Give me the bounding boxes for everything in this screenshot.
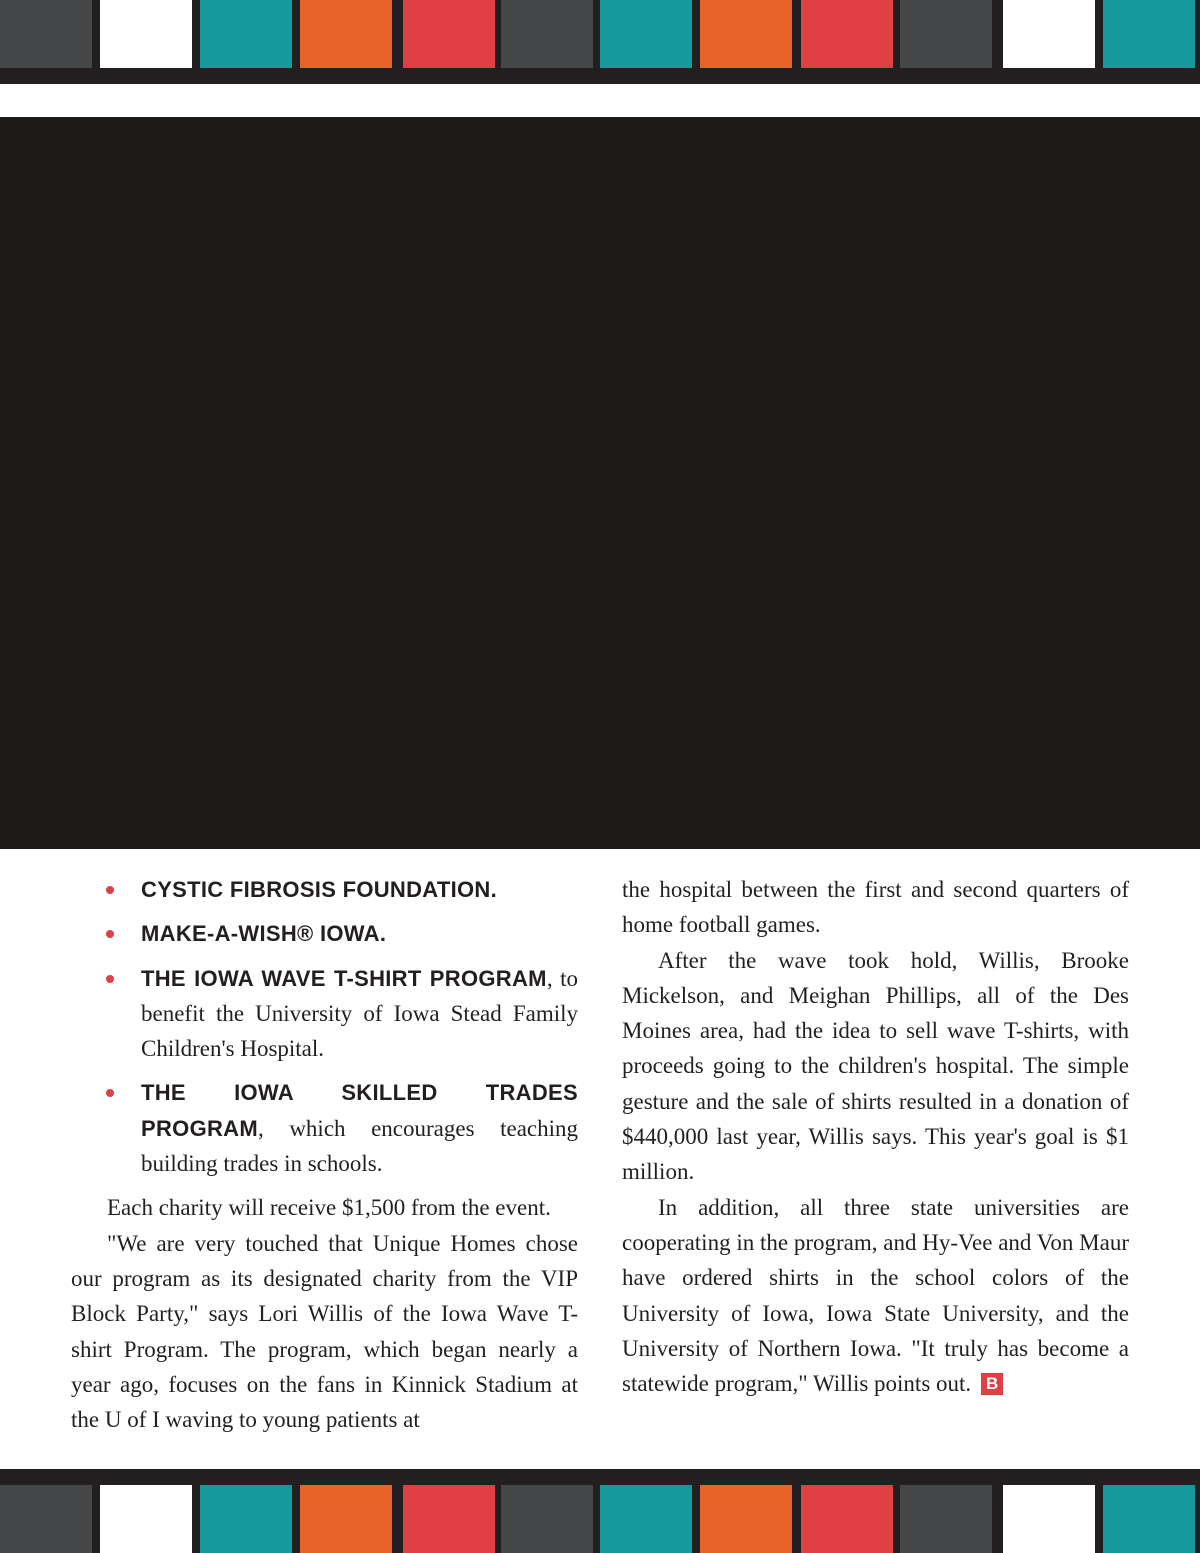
left-column [71, 872, 578, 1437]
list-item [71, 1075, 578, 1181]
bullet-icon [106, 975, 114, 983]
color-block [403, 1485, 495, 1553]
color-block [100, 1485, 192, 1553]
color-block [801, 1485, 893, 1553]
color-block [403, 0, 495, 68]
bullet-icon [106, 1089, 114, 1097]
color-block [0, 1485, 92, 1553]
charity-name: THE IOWA WAVE T-SHIRT PROGRAM [141, 965, 547, 991]
charity-desc: , which encourages teaching building trades in schools. [141, 1115, 578, 1177]
color-block [1003, 0, 1095, 68]
body-paragraph: After the wave took hold, Willis, Brooke Mickelson, and Meighan Phillips, all of the Des Moines area, had the idea to sell wave T-shirts, with proceeds going to the children's hospital. The simple gesture and the sale of shirts resulted in a donation of $440,000 last year, Willis says. This year's goal is $1 million. [622, 947, 1129, 1185]
color-block [1003, 1485, 1095, 1553]
color-block [801, 0, 893, 68]
color-block [900, 0, 992, 68]
color-block [1103, 0, 1195, 68]
charity-list [71, 872, 578, 1181]
color-block [501, 1485, 593, 1553]
body-paragraph [622, 1190, 1129, 1402]
color-block [600, 0, 692, 68]
bullet-icon [106, 930, 114, 938]
body-paragraph: the hospital between the first and second quarters of home football games. [622, 877, 1129, 938]
right-column [622, 872, 1129, 1401]
end-mark-icon: B [981, 1373, 1003, 1395]
charity-name: CYSTIC FIBROSIS FOUNDATION. [141, 877, 498, 902]
body-paragraph: "We are very touched that Unique Homes chose our program as its designated charity from the VIP Block Party," says Lori Willis of the Iowa Wave T-shirt Program. The program, which began nearly a year ago, focuses on the fans in Kinnick Stadium at the U of I waving to young patients at [71, 1230, 578, 1433]
color-block [100, 0, 192, 68]
color-block [200, 0, 292, 68]
bullet-icon [106, 886, 114, 894]
color-block [501, 0, 593, 68]
color-block [900, 1485, 992, 1553]
color-block [300, 1485, 392, 1553]
bottom-color-stripe [0, 1469, 1200, 1553]
color-block [1103, 1485, 1195, 1553]
hero-image [0, 117, 1200, 849]
charity-name: MAKE-A-WISH® IOWA. [141, 921, 387, 947]
body-text: In addition, all three state universities are cooperating in the program, and Hy-Vee and Von Maur have ordered shirts in the school colors of the University of Iowa, Iowa State University, and the University of Northern Iowa. "It truly has become a statewide program," Willis points out. [622, 1194, 1129, 1397]
charity-desc: , to benefit the University of Iowa Stead Family Children's Hospital. [141, 965, 579, 1062]
color-block [700, 1485, 792, 1553]
list-item [71, 916, 578, 951]
body-paragraph: Each charity will receive $1,500 from the event. [107, 1195, 551, 1221]
color-block [0, 0, 92, 68]
list-item [71, 961, 578, 1067]
color-block [200, 1485, 292, 1553]
color-block [300, 0, 392, 68]
top-color-stripe [0, 0, 1200, 84]
color-block [600, 1485, 692, 1553]
charity-name: THE IOWA SKILLED TRADES PROGRAM [141, 1080, 578, 1141]
color-block [700, 0, 792, 68]
list-item [71, 872, 578, 907]
